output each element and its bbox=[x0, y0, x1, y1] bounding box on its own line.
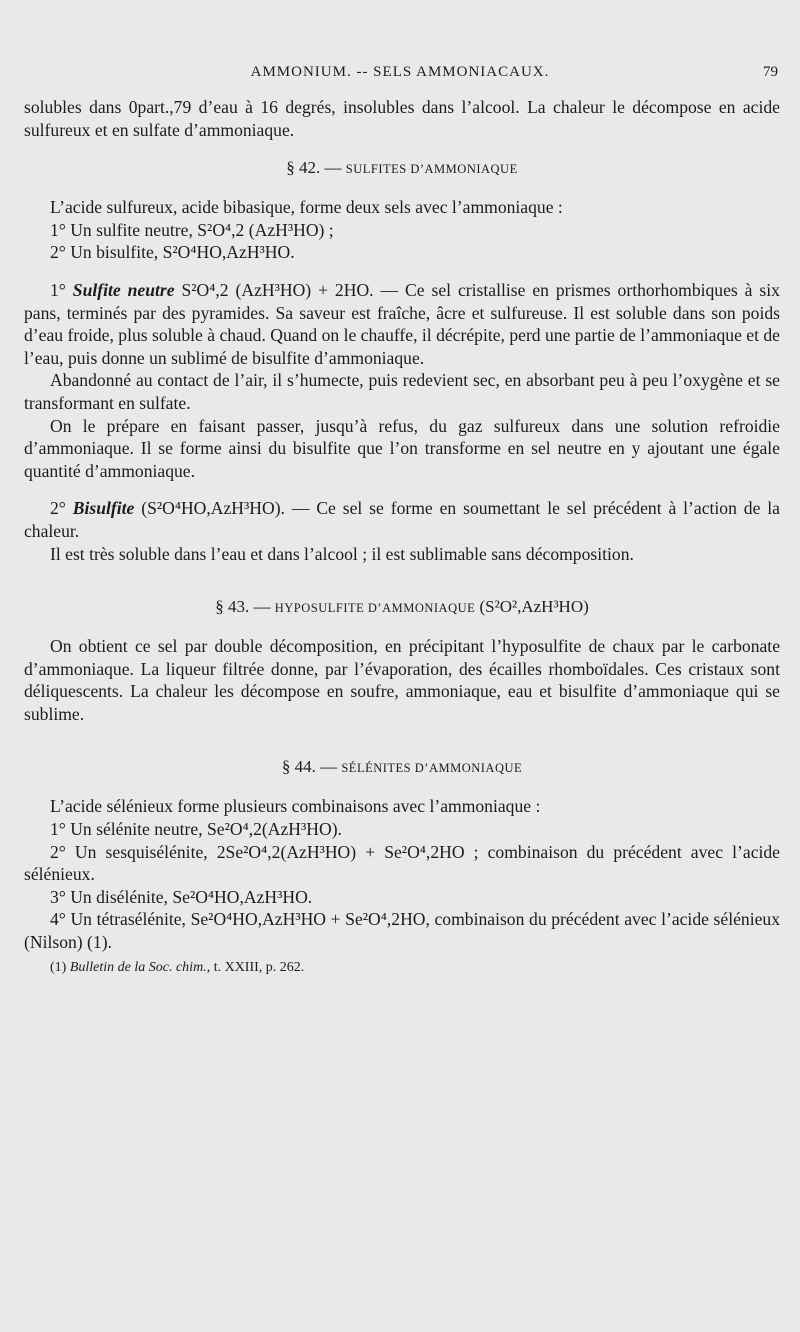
section-number: § 42. — bbox=[286, 158, 342, 178]
intro-paragraph: solubles dans 0part.,79 d’eau à 16 degrés, insolubles dans l’alcool. La chaleur le décompose en acide sulfureux et en sulfate d’ammoniaque. bbox=[24, 97, 780, 140]
item-text: (S²O⁴HO,AzH³HO). — Ce sel se forme en soumettant le sel précédent à l’action de la chaleur. bbox=[24, 498, 780, 541]
section-heading-42 bbox=[24, 156, 780, 181]
paragraph: Il est très soluble dans l’eau et dans l’alcool ; il est sublimable sans décomposition. bbox=[50, 543, 634, 564]
paragraph: On le prépare en faisant passer, jusqu’à refus, du gaz sulfureux dans une solution refroidie d’ammoniaque. Il se forme ainsi du bisulfite que l’on transforme en sel neutre en y ajoutant une égale quantité d’ammoniaque. bbox=[24, 415, 780, 481]
section-number: § 44. — bbox=[281, 757, 338, 777]
list-item: 3° Un disélénite, Se²O⁴HO,AzH³HO. bbox=[50, 886, 313, 907]
section-title: SÉLÉNITES D’AMMONIAQUE bbox=[341, 761, 523, 776]
section-title: HYPOSULFITE D’AMMONIAQUE bbox=[274, 601, 476, 616]
list-item: 2° Un sesquisélénite, 2Se²O⁴,2(AzH³HO) + Se²O⁴,2HO ; combinaison du précédent avec l’acide sélénieux. bbox=[24, 841, 780, 885]
item-number: 2° bbox=[50, 498, 66, 519]
paragraph: Abandonné au contact de l’air, il s’humecte, puis redevient sec, en absorbant peu à peu l’oxygène et se transformant en sulfate. bbox=[24, 370, 780, 413]
section-heading-44 bbox=[24, 755, 780, 780]
footnote-marker: (1) bbox=[50, 959, 67, 975]
paragraph-bisulfite bbox=[24, 497, 780, 542]
paragraph: L’acide sélénieux forme plusieurs combinaisons avec l’ammoniaque : bbox=[50, 796, 541, 817]
page-body bbox=[24, 96, 780, 978]
running-head bbox=[0, 64, 800, 88]
page-number: 79 bbox=[763, 64, 778, 80]
section-title: SULFITES D’AMMONIAQUE bbox=[345, 162, 518, 177]
running-head-title: AMMONIUM. -- SELS AMMONIACAUX. bbox=[250, 64, 550, 80]
paragraph: L’acide sulfureux, acide bibasique, forme deux sels avec l’ammoniaque : bbox=[50, 197, 563, 218]
list-item: 4° Un tétrasélénite, Se²O⁴HO,AzH³HO + Se²O⁴,2HO, combinaison du précédent avec l’acide sélénieux (Nilson) (1). bbox=[24, 909, 780, 953]
list-item: 2° Un bisulfite, S²O⁴HO,AzH³HO. bbox=[50, 242, 295, 263]
item-label: Sulfite neutre bbox=[72, 279, 175, 300]
section-heading-43 bbox=[24, 595, 780, 620]
section-number: § 43. — bbox=[215, 597, 271, 617]
item-number: 1° bbox=[50, 279, 66, 300]
footnote-ref: , t. XXIII, p. 262. bbox=[206, 959, 305, 975]
list-item: 1° Un sélénite neutre, Se²O⁴,2(AzH³HO). bbox=[50, 819, 342, 840]
footnote-source: Bulletin de la Soc. chim. bbox=[69, 959, 207, 975]
paragraph-sulfite-neutre bbox=[24, 279, 780, 369]
paragraph: On obtient ce sel par double décomposition, en précipitant l’hyposulfite de chaux par le carbonate d’ammoniaque. La liqueur filtrée donne, par l’évaporation, des écailles rhomboïdales. Ces cristaux sont déliquescents. La chaleur les décompose en soufre, ammoniaque, eau et bisulfite d’ammoniaque qui se sublime. bbox=[24, 636, 780, 724]
section-formula: (S²O²,AzH³HO) bbox=[479, 597, 589, 617]
footnote bbox=[24, 958, 780, 978]
item-text: S²O⁴,2 (AzH³HO) + 2HO. — Ce sel cristallise en prismes orthorhombiques à six pans, terminés par des pyramides. Sa saveur est fraîche, âcre et sulfureuse. Il est soluble dans son poids d’eau froide, plus soluble à chaud. Quand on le chauffe, il décrépite, perd une partie de l’ammoniaque et de l’eau, puis donne un sublimé de bisulfite d’ammoniaque. bbox=[24, 279, 780, 368]
item-label: Bisulfite bbox=[72, 498, 135, 519]
list-item: 1° Un sulfite neutre, S²O⁴,2 (AzH³HO) ; bbox=[50, 219, 334, 240]
